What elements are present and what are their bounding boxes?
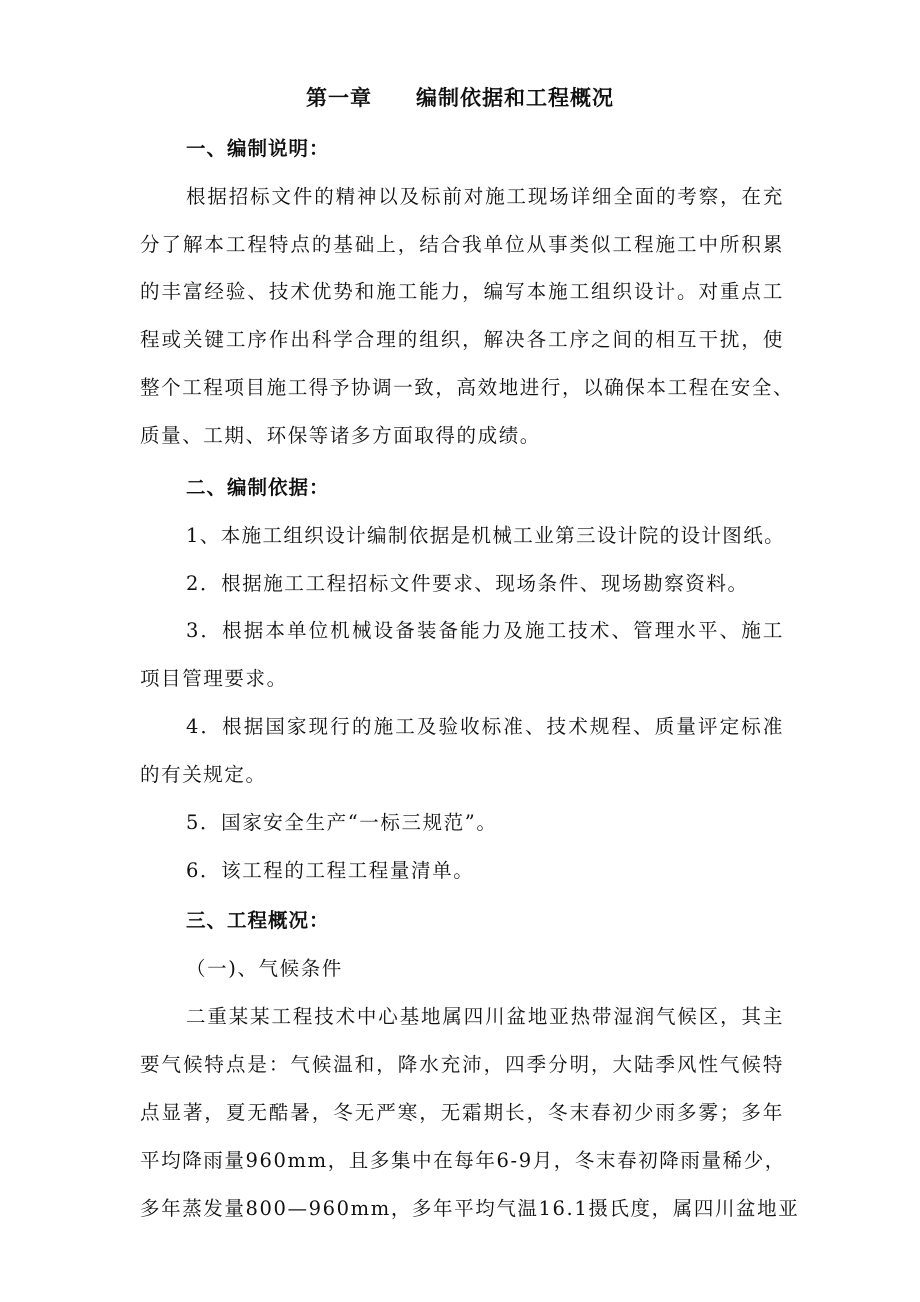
paragraph-line: 根据招标文件的精神以及标前对施工现场详细全面的考察，在充: [186, 185, 784, 208]
chapter-number: 第一章: [306, 86, 372, 110]
paragraph-line: 程或关键工序作出科学合理的组织，解决各工序之间的相互干扰，使: [140, 328, 784, 351]
paragraph-line: 多年蒸发量800—960mm，多年平均气温16.1摄氏度，属四川盆地亚: [140, 1197, 800, 1220]
list-item: 5．国家安全生产“一标三规范”。: [186, 811, 498, 834]
paragraph-line: 点显著，夏无酷暑，冬无严寒，无霜期长，冬末春初少雨多雾；多年: [140, 1101, 784, 1124]
section3-heading: 三、工程概况：: [186, 909, 330, 932]
section2-heading: 二、编制依据：: [186, 476, 330, 499]
list-item: 3．根据本单位机械设备装备能力及施工技术、管理水平、施工: [186, 619, 784, 642]
paragraph-line: 质量、工期、环保等诸多方面取得的成绩。: [140, 424, 541, 447]
paragraph-line: 分了解本工程特点的基础上，结合我单位从事类似工程施工中所积累: [140, 233, 784, 256]
list-item: 4．根据国家现行的施工及验收标准、技术规程、质量评定标准: [186, 715, 784, 738]
list-item-continuation: 的有关规定。: [140, 763, 267, 786]
paragraph-line: 要气候特点是：气候温和，降水充沛，四季分明，大陆季风性气候特: [140, 1053, 784, 1076]
list-item-continuation: 项目管理要求。: [140, 667, 288, 690]
chapter-title: [0, 82, 920, 112]
list-item: 6．该工程的工程工程量清单。: [186, 859, 475, 882]
list-item: 2．根据施工工程招标文件要求、现场条件、现场勘察资料。: [186, 572, 749, 595]
paragraph-line: 平均降雨量960mm，且多集中在每年6-9月，冬末春初降雨量稀少，: [140, 1149, 786, 1172]
paragraph-line: 的丰富经验、技术优势和施工能力，编写本施工组织设计。对重点工: [140, 280, 784, 303]
list-item: 1、本施工组织设计编制依据是机械工业第三设计院的设计图纸。: [186, 524, 786, 547]
paragraph-line: 整个工程项目施工得予协调一致，高效地进行，以确保本工程在安全、: [140, 376, 795, 399]
section3-subheading: （一)、气候条件: [186, 957, 343, 980]
paragraph-line: 二重某某工程技术中心基地属四川盆地亚热带湿润气候区，其主: [186, 1005, 784, 1028]
chapter-name: 编制依据和工程概况: [416, 86, 614, 110]
section1-heading: 一、编制说明：: [186, 137, 330, 160]
